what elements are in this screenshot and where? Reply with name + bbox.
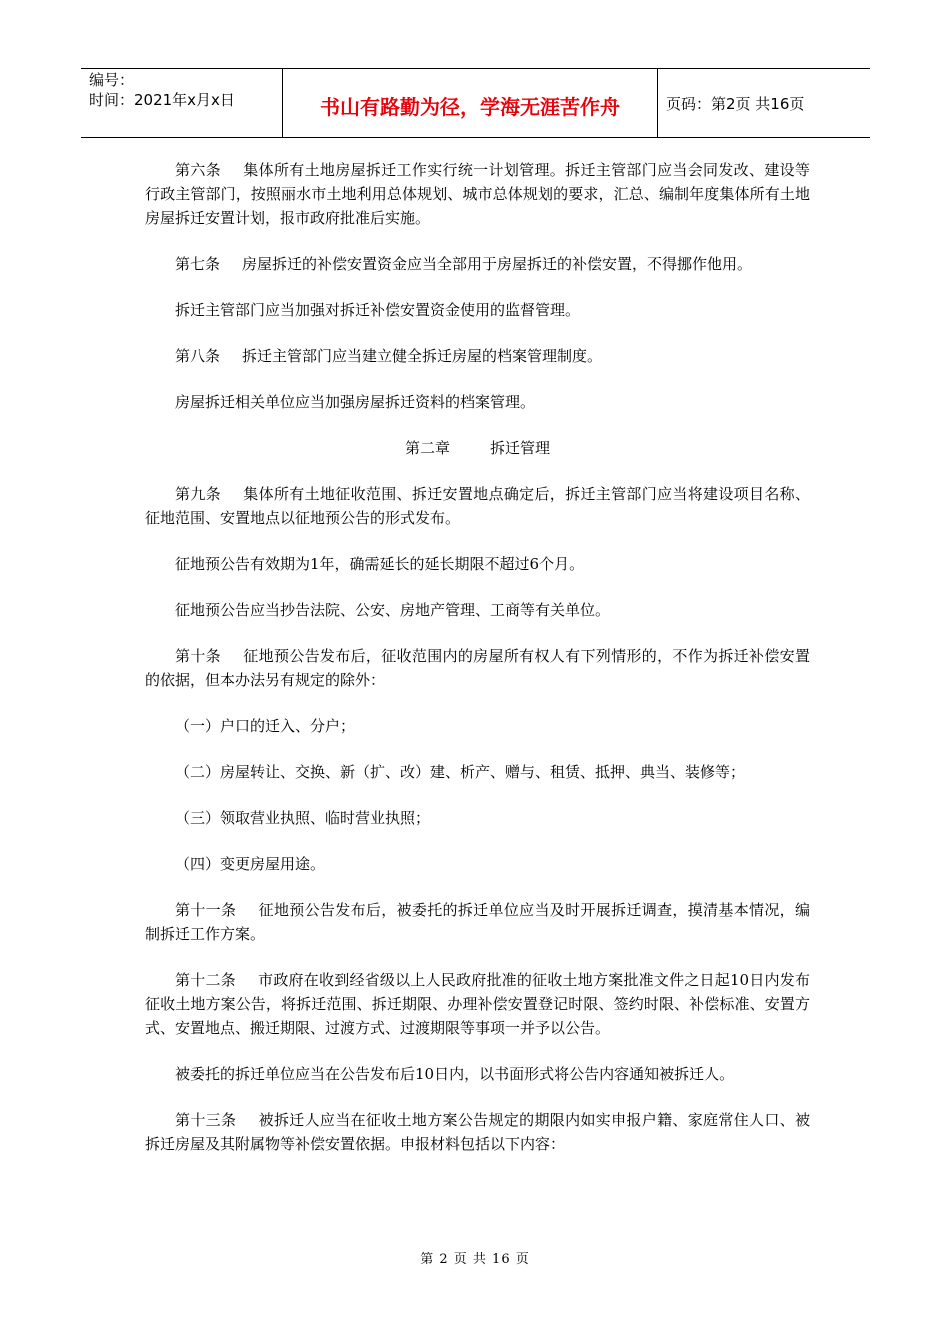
article-number: 第六条 <box>175 161 221 179</box>
list-item <box>145 806 810 830</box>
article-text: 集体所有土地征收范围、拆迁安置地点确定后，拆迁主管部门应当将建设项目名称、征地范围、安置地点以征地预公告的形式发布。 <box>145 485 810 527</box>
article-paragraph <box>145 644 810 692</box>
body-paragraph <box>145 1062 810 1086</box>
article-number: 第十三条 <box>175 1111 237 1129</box>
header-page-cell <box>658 69 870 137</box>
body-paragraph <box>145 598 810 622</box>
page-footer: 第 2 页 共 16 页 <box>420 1252 530 1267</box>
paragraph-text: 拆迁主管部门应当加强对拆迁补偿安置资金使用的监督管理。 <box>175 301 581 319</box>
list-item-text: （一）户口的迁入、分户； <box>175 717 356 735</box>
page-header <box>81 68 870 138</box>
article-paragraph <box>145 968 810 1040</box>
article-paragraph <box>145 1108 810 1156</box>
article-text: 市政府在收到经省级以上人民政府批准的征收土地方案批准文件之日起10日内发布征收土地方案公告，将拆迁范围、拆迁期限、办理补偿安置登记时限、签约时限、补偿标准、安置方式、安置地点、搬迁期限、过渡方式、过渡期限等事项一并予以公告。 <box>145 971 810 1037</box>
document-number-label: 编号： <box>89 71 135 89</box>
article-paragraph <box>145 344 810 368</box>
article-paragraph <box>145 482 810 530</box>
article-text: 被拆迁人应当在征收土地方案公告规定的期限内如实申报户籍、家庭常住人口、被拆迁房屋及其附属物等补偿安置依据。申报材料包括以下内容： <box>145 1111 810 1153</box>
paragraph-text: 房屋拆迁相关单位应当加强房屋拆迁资料的档案管理。 <box>175 393 536 411</box>
header-motto-cell <box>283 69 658 137</box>
article-number: 第七条 <box>175 255 221 273</box>
list-item-text: （二）房屋转让、交换、新（扩、改）建、析产、赠与、租赁、抵押、典当、装修等； <box>175 763 746 781</box>
header-meta-cell <box>81 69 283 137</box>
article-paragraph <box>145 252 810 276</box>
list-item <box>145 714 810 738</box>
article-text: 征地预公告发布后，征收范围内的房屋所有权人有下列情形的，不作为拆迁补偿安置的依据，但本办法另有规定的除外： <box>145 647 810 689</box>
list-item <box>145 852 810 876</box>
article-text: 征地预公告发布后，被委托的拆迁单位应当及时开展拆迁调查，摸清基本情况，编制拆迁工作方案。 <box>145 901 810 943</box>
paragraph-text: 征地预公告应当抄告法院、公安、房地产管理、工商等有关单位。 <box>175 601 611 619</box>
document-date: 时间：2021年x月x日 <box>89 91 235 109</box>
body-paragraph <box>145 390 810 414</box>
header-page-info: 页码：第2页 共16页 <box>666 95 805 113</box>
chapter-number: 第二章 <box>404 439 450 457</box>
article-number: 第十二条 <box>175 971 236 989</box>
article-number: 第九条 <box>175 485 221 503</box>
chapter-title: 拆迁管理 <box>490 439 551 457</box>
list-item <box>145 760 810 784</box>
article-text: 拆迁主管部门应当建立健全拆迁房屋的档案管理制度。 <box>242 347 603 365</box>
body-paragraph <box>145 552 810 576</box>
body-paragraph <box>145 298 810 322</box>
article-paragraph <box>145 898 810 946</box>
article-number: 第八条 <box>175 347 221 365</box>
article-text: 房屋拆迁的补偿安置资金应当全部用于房屋拆迁的补偿安置，不得挪作他用。 <box>242 255 753 273</box>
paragraph-text: 被委托的拆迁单位应当在公告发布后10日内，以书面形式将公告内容通知被拆迁人。 <box>175 1065 735 1083</box>
article-number: 第十一条 <box>175 901 237 919</box>
article-text: 集体所有土地房屋拆迁工作实行统一计划管理。拆迁主管部门应当会同发改、建设等行政主管部门，按照丽水市土地利用总体规划、城市总体规划的要求，汇总、编制年度集体所有土地房屋拆迁安置计划，报市政府批准后实施。 <box>145 161 810 227</box>
chapter-heading <box>145 436 810 460</box>
document-body <box>145 158 810 1178</box>
article-number: 第十条 <box>175 647 221 665</box>
list-item-text: （三）领取营业执照、临时营业执照； <box>175 809 431 827</box>
header-motto: 书山有路勤为径，学海无涯苦作舟 <box>320 95 620 119</box>
paragraph-text: 征地预公告有效期为1年，确需延长的延长期限不超过6个月。 <box>175 555 585 573</box>
article-paragraph <box>145 158 810 230</box>
list-item-text: （四）变更房屋用途。 <box>175 855 326 873</box>
